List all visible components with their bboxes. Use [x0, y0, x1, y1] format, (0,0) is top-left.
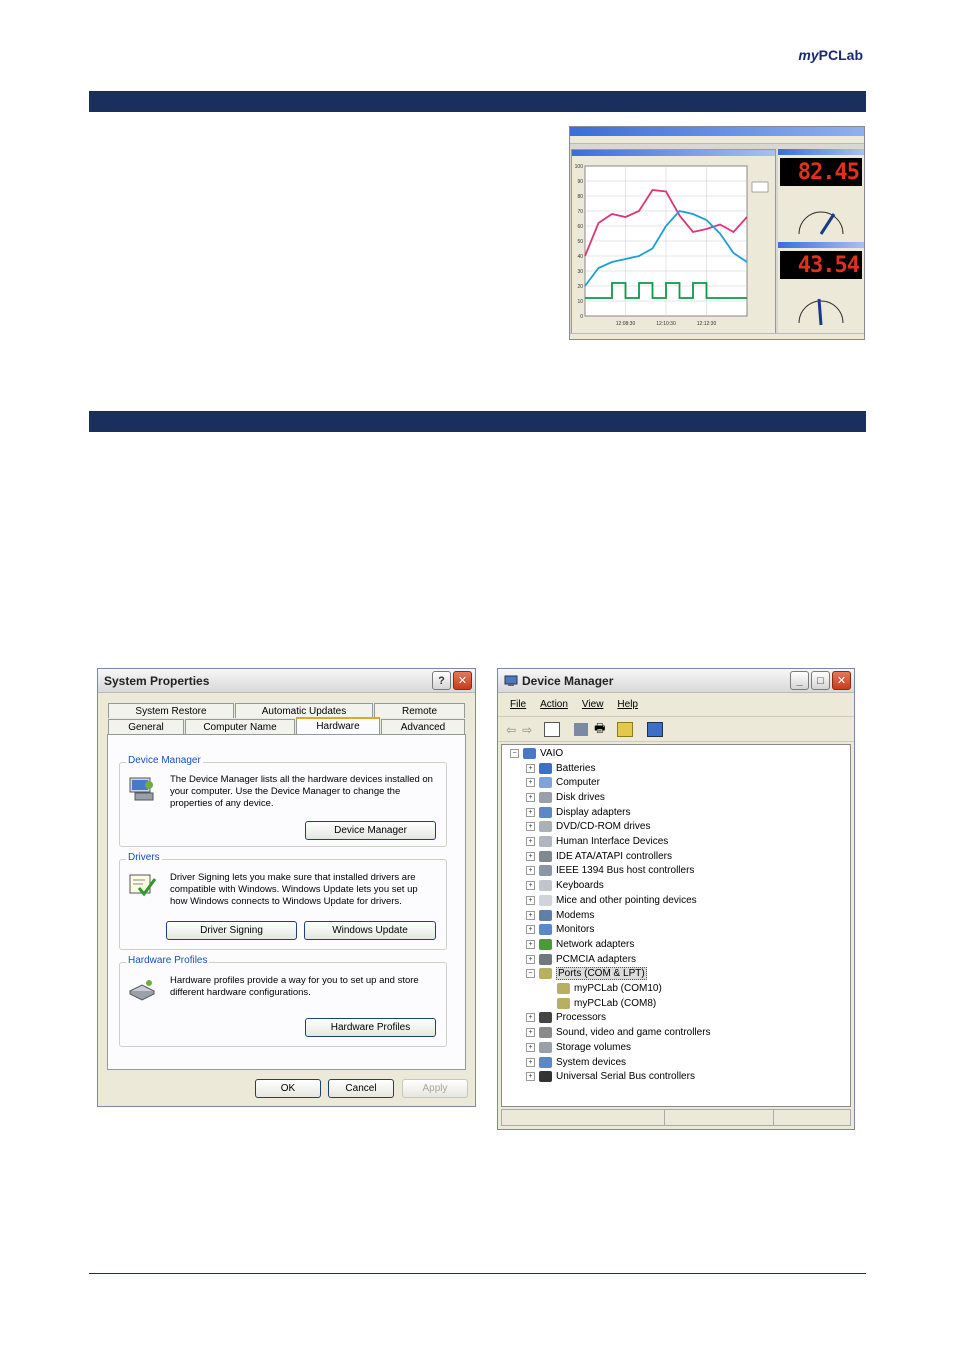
- expander-icon[interactable]: −: [526, 969, 535, 978]
- system-properties-titlebar: [98, 669, 475, 693]
- tree-item[interactable]: [526, 761, 595, 775]
- hardware-profiles-description: Hardware profiles provide a way for you to set up and store different hardware configurations.: [170, 975, 419, 998]
- expander-icon[interactable]: +: [526, 911, 535, 920]
- device-icon: [557, 983, 570, 994]
- back-arrow-icon[interactable]: ⇦: [506, 722, 517, 737]
- tree-label: DVD/CD-ROM drives: [556, 821, 651, 833]
- y-tick-label: 100: [574, 164, 583, 170]
- tree-label: Network adapters: [556, 938, 635, 950]
- minimize-button[interactable]: _: [790, 671, 809, 690]
- drivers-description: Driver Signing lets you make sure that installed drivers are compatible with Windows. Windows Update lets you set up how Windows connects to Windows Update for drivers.: [170, 872, 418, 907]
- device-icon: [539, 1042, 552, 1053]
- device-icon: [557, 998, 570, 1009]
- device-manager-description: The Device Manager lists all the hardware devices installed on your computer. Use the Device Manager to change the properties of any device.: [170, 774, 433, 809]
- device-icon: [539, 821, 552, 832]
- device-icon: [539, 763, 552, 774]
- group-title: Drivers: [128, 852, 160, 863]
- tree-label: VAIO: [540, 747, 564, 759]
- legend-box: [752, 182, 768, 192]
- y-tick-label: 0: [580, 314, 583, 320]
- expander-icon[interactable]: +: [526, 852, 535, 861]
- expander-icon[interactable]: +: [526, 764, 535, 773]
- driver-signing-button[interactable]: Driver Signing: [166, 921, 297, 940]
- y-tick-label: 30: [577, 269, 583, 275]
- window-title: System Properties: [104, 673, 210, 688]
- y-tick-label: 60: [577, 224, 583, 230]
- tree-item[interactable]: [526, 1070, 695, 1084]
- tree-item[interactable]: [544, 996, 656, 1010]
- computer-icon: [504, 675, 518, 687]
- apply-button[interactable]: Apply: [402, 1079, 468, 1098]
- device-icon: [539, 939, 552, 950]
- y-tick-label: 50: [577, 239, 583, 245]
- device-icon: [539, 1071, 552, 1082]
- tree-label: IEEE 1394 Bus host controllers: [556, 865, 695, 877]
- group-title: Hardware Profiles: [128, 955, 208, 966]
- print-icon[interactable]: 🖶: [594, 721, 606, 735]
- tree-label: Processors: [556, 1012, 607, 1024]
- tree-label: Universal Serial Bus controllers: [556, 1071, 695, 1083]
- tree-label: PCMCIA adapters: [556, 953, 637, 965]
- tree-item[interactable]: [526, 776, 600, 790]
- device-manager-group: [119, 755, 447, 847]
- expander-icon[interactable]: +: [526, 896, 535, 905]
- tree-label: System devices: [556, 1056, 627, 1068]
- toolbar: [498, 718, 854, 742]
- group-title: Device Manager: [128, 755, 201, 766]
- hardware-profiles-group: [119, 955, 447, 1047]
- device-icon: [539, 880, 552, 891]
- section-bar-1: [89, 91, 866, 112]
- x-tick-label: 12:12:30: [696, 321, 717, 327]
- expander-icon[interactable]: +: [526, 925, 535, 934]
- scan-hardware-icon[interactable]: [647, 722, 663, 737]
- device-manager-window: [497, 668, 855, 1130]
- expander-icon[interactable]: +: [526, 866, 535, 875]
- tab-hardware[interactable]: Hardware: [296, 717, 380, 734]
- forward-arrow-icon[interactable]: ⇨: [522, 722, 533, 737]
- section-bar-2: [89, 411, 866, 432]
- device-manager-icon: [127, 773, 157, 803]
- gauge-1-icon: [796, 202, 846, 238]
- menu-view[interactable]: View: [581, 699, 604, 710]
- expander-icon[interactable]: +: [526, 955, 535, 964]
- tree-item[interactable]: [526, 805, 630, 819]
- tree-label: Computer: [556, 777, 600, 789]
- tree-item[interactable]: [526, 1026, 711, 1040]
- maximize-button[interactable]: □: [811, 671, 830, 690]
- menu-bar: [498, 693, 854, 717]
- device-icon: [539, 1057, 552, 1068]
- device-icon: [539, 968, 552, 979]
- device-icon: [539, 777, 552, 788]
- tree-item[interactable]: [526, 908, 594, 922]
- hardware-profiles-icon: [127, 973, 157, 1003]
- y-tick-label: 40: [577, 254, 583, 260]
- tree-label: Mice and other pointing devices: [556, 894, 697, 906]
- tree-item[interactable]: [526, 849, 672, 863]
- device-icon: [539, 865, 552, 876]
- status-bar: [501, 1109, 851, 1126]
- expander-icon[interactable]: +: [526, 778, 535, 787]
- menu-help[interactable]: Help: [617, 699, 638, 710]
- x-tick-label: 12:08:30: [615, 321, 636, 327]
- drivers-group: [119, 852, 447, 950]
- tree-item[interactable]: [526, 1055, 626, 1069]
- plot-panel: [571, 149, 776, 335]
- computer-icon: [523, 748, 536, 759]
- close-button[interactable]: ✕: [453, 671, 472, 690]
- tab-general[interactable]: General: [108, 719, 184, 734]
- expander-icon[interactable]: +: [526, 808, 535, 817]
- tab-advanced[interactable]: Advanced: [381, 719, 465, 734]
- tree-label: Batteries: [556, 762, 596, 774]
- gauge-panel: [778, 149, 864, 335]
- tree-item[interactable]: [526, 937, 634, 951]
- help-icon[interactable]: [617, 722, 633, 737]
- tree-item[interactable]: [526, 952, 636, 966]
- device-manager-button[interactable]: Device Manager: [305, 821, 436, 840]
- x-tick-label: 12:10:30: [656, 321, 676, 327]
- windows-update-button[interactable]: Windows Update: [304, 921, 436, 940]
- y-tick-label: 90: [577, 179, 583, 185]
- help-button[interactable]: ?: [432, 671, 451, 690]
- tree-label: Ports (COM & LPT): [558, 968, 645, 980]
- menu-file[interactable]: File: [510, 699, 527, 710]
- tree-item[interactable]: [526, 893, 697, 907]
- tree-label: myPCLab (COM8): [574, 997, 657, 1009]
- system-properties-window: [97, 668, 476, 1107]
- expander-icon[interactable]: +: [526, 837, 535, 846]
- device-icon: [539, 1027, 552, 1038]
- y-tick-label: 10: [577, 299, 583, 305]
- tree-label: Human Interface Devices: [556, 836, 669, 847]
- properties-icon[interactable]: [574, 723, 588, 736]
- expander-icon[interactable]: +: [526, 1058, 535, 1067]
- y-tick-label: 80: [577, 194, 583, 200]
- device-manager-titlebar: [498, 669, 854, 693]
- tree-item[interactable]: [526, 835, 668, 849]
- tree-item[interactable]: [526, 790, 605, 804]
- tree-item[interactable]: [526, 967, 647, 981]
- expander-icon[interactable]: +: [526, 881, 535, 890]
- device-icon: [539, 1012, 552, 1023]
- cancel-button[interactable]: Cancel: [328, 1079, 394, 1098]
- footer-line: [89, 1273, 866, 1274]
- device-tree: [501, 744, 851, 1107]
- y-tick-label: 20: [577, 284, 583, 290]
- device-icon: [539, 924, 552, 935]
- device-icon: [539, 792, 552, 803]
- chart-app-statusbar: [570, 333, 864, 339]
- tree-label: myPCLab (COM10): [574, 983, 662, 994]
- expander-icon[interactable]: +: [526, 1028, 535, 1037]
- device-icon: [539, 954, 552, 965]
- tab-system-restore[interactable]: System Restore: [108, 703, 234, 718]
- tree-item[interactable]: [526, 864, 694, 878]
- device-icon: [539, 851, 552, 862]
- ok-button[interactable]: OK: [255, 1079, 321, 1098]
- chart-app-screenshot: [569, 126, 865, 340]
- tree-item[interactable]: [526, 1011, 606, 1025]
- tree-item[interactable]: [526, 820, 650, 834]
- gauge-2-icon: [796, 291, 846, 329]
- tree-root[interactable]: − VAIO: [510, 746, 563, 760]
- expander-icon[interactable]: +: [526, 1072, 535, 1081]
- expander-icon[interactable]: +: [526, 1043, 535, 1052]
- tab-remote[interactable]: Remote: [374, 703, 465, 718]
- chart-app-titlebar: [570, 127, 864, 136]
- tree-label: Display adapters: [556, 806, 631, 818]
- close-button[interactable]: ✕: [832, 671, 851, 690]
- window-title: Device Manager: [522, 673, 614, 688]
- tree-label: Disk drives: [556, 791, 605, 803]
- device-icon: [539, 836, 552, 847]
- tree-item[interactable]: [526, 1040, 631, 1054]
- menu-action[interactable]: Action: [540, 699, 568, 710]
- show-hide-tree-icon[interactable]: [544, 722, 560, 737]
- lcd-display-2: 43.54: [780, 251, 862, 279]
- hardware-tab-page: [107, 734, 466, 1070]
- expander-icon[interactable]: +: [526, 793, 535, 802]
- brand-logo: myPCLab: [798, 47, 863, 63]
- tree-label: Monitors: [556, 924, 595, 936]
- expander-icon[interactable]: +: [526, 940, 535, 949]
- tab-computer-name[interactable]: Computer Name: [185, 719, 295, 734]
- tree-item[interactable]: [544, 982, 662, 996]
- y-tick-label: 70: [577, 209, 583, 215]
- tree-label: Storage volumes: [556, 1041, 632, 1053]
- tree-item[interactable]: [526, 923, 594, 937]
- tree-item[interactable]: [526, 879, 604, 893]
- drivers-icon: [127, 870, 157, 900]
- tree-label: Keyboards: [556, 880, 604, 892]
- hardware-profiles-button[interactable]: Hardware Profiles: [305, 1018, 436, 1037]
- tree-label: IDE ATA/ATAPI controllers: [556, 850, 672, 862]
- tree-label: Modems: [556, 909, 595, 921]
- expander-icon[interactable]: +: [526, 822, 535, 831]
- expander-icon[interactable]: +: [526, 1013, 535, 1022]
- lcd-display-1: 82.45: [780, 158, 862, 186]
- device-icon: [539, 807, 552, 818]
- device-icon: [539, 895, 552, 906]
- chart-app-menubar: [570, 136, 864, 144]
- tab-automatic-updates[interactable]: Automatic Updates: [235, 703, 373, 718]
- device-icon: [539, 910, 552, 921]
- tree-label: Sound, video and game controllers: [556, 1027, 711, 1039]
- line-chart: [572, 156, 775, 334]
